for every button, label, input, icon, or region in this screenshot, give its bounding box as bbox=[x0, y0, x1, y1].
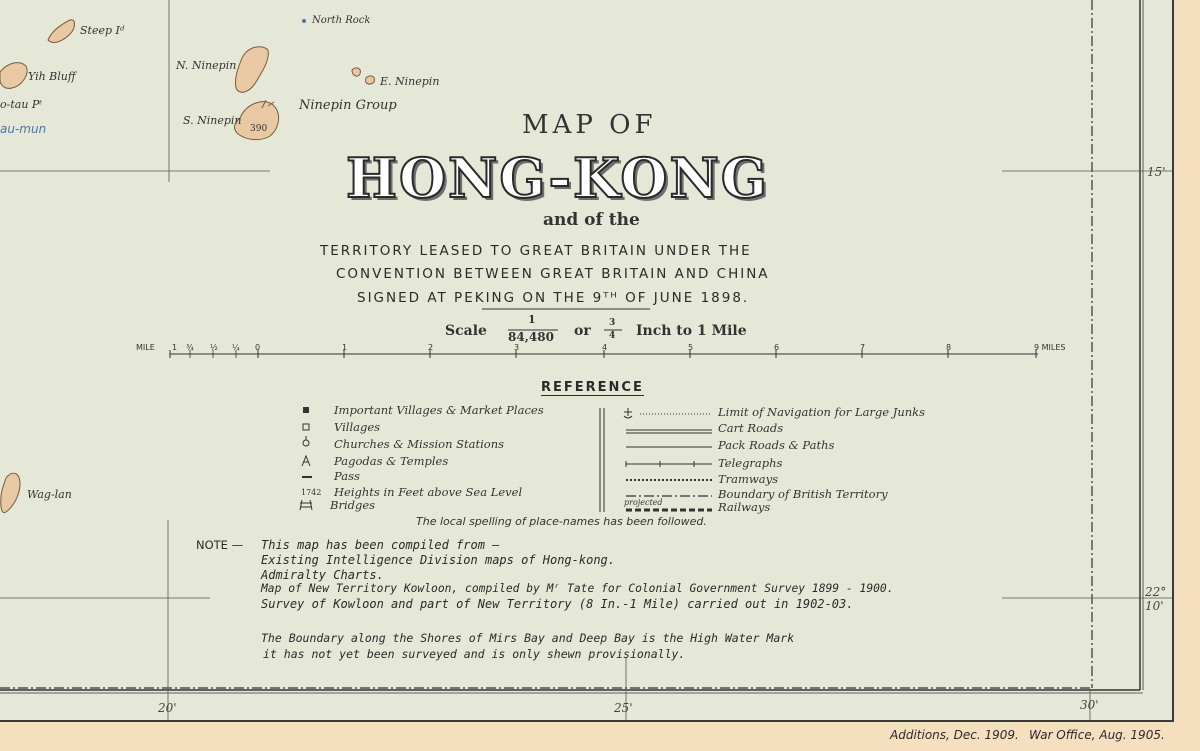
height-390: 390 bbox=[250, 124, 268, 134]
scale-tick-5: 5 bbox=[688, 343, 694, 352]
lon-25: 25' bbox=[614, 701, 633, 715]
subtitle-line-3: SIGNED AT PEKING ON THE 9ᵀᴴ OF JUNE 1898. bbox=[357, 290, 750, 306]
scale-denominator: 84,480 bbox=[508, 330, 554, 344]
ref-pass: Pass bbox=[334, 469, 360, 483]
boundary-note-2: it has not yet been surveyed and is only shewn provisionally. bbox=[263, 647, 686, 661]
note-line-1: This map has been compiled from — bbox=[261, 538, 500, 552]
scale-or: or bbox=[574, 323, 591, 339]
scale-label: Scale bbox=[445, 323, 487, 339]
label-e-ninepin: E. Ninepin bbox=[380, 75, 440, 88]
e-ninepin-shape bbox=[352, 68, 374, 84]
label-wag-lan: Wag-lan bbox=[27, 488, 72, 501]
ref-tramways: Tramways bbox=[718, 472, 779, 486]
note-line-3: Admiralty Charts. bbox=[261, 568, 384, 582]
scale-tick-1l: 1 bbox=[172, 343, 178, 352]
spelling-note: The local spelling of place-names has been followed. bbox=[416, 515, 707, 528]
label-ninepin-group: Ninepin Group bbox=[299, 98, 397, 113]
north-rock-dot bbox=[302, 19, 306, 23]
reference-heading: REFERENCE bbox=[541, 380, 644, 395]
bluff-island-shape bbox=[0, 63, 27, 89]
scale-fraction-den: 4 bbox=[609, 331, 616, 341]
label-tau-point: o-tau Pᵗ bbox=[0, 98, 43, 111]
subtitle-line-1: TERRITORY LEASED TO GREAT BRITAIN UNDER THE bbox=[320, 243, 752, 259]
label-au-mun: au-mun bbox=[0, 122, 47, 136]
scale-tick-8: 8 bbox=[946, 343, 952, 352]
ref-villages: Villages bbox=[334, 420, 381, 434]
footer-additions: Additions, Dec. 1909. bbox=[890, 728, 1019, 742]
scale-tick-7: 7 bbox=[860, 343, 866, 352]
waglan-shape bbox=[1, 473, 20, 512]
note-label: NOTE — bbox=[196, 538, 244, 552]
ref-height-number: 1742 bbox=[301, 488, 322, 497]
footer-war-office: War Office, Aug. 1905. bbox=[1029, 728, 1165, 742]
note-line-4: Map of New Territory Kowloon, compiled by Mʳ Tate for Colonial Government Survey 1899 - 1900. bbox=[261, 582, 894, 595]
ref-cart-roads: Cart Roads bbox=[718, 421, 784, 435]
scale-fraction-num: 3 bbox=[609, 318, 616, 328]
title-map-of: MAP OF bbox=[522, 110, 657, 140]
scale-bar-miles: 9 MILES bbox=[1034, 343, 1066, 352]
scale-tick-6: 6 bbox=[774, 343, 780, 352]
lon-30: 30' bbox=[1080, 698, 1099, 712]
scale-tick-4: 4 bbox=[602, 343, 608, 352]
ref-heights: Heights in Feet above Sea Level bbox=[334, 485, 523, 499]
ref-bridges: Bridges bbox=[330, 498, 376, 512]
scale-numerator: 1 bbox=[528, 313, 536, 326]
ref-churches: Churches & Mission Stations bbox=[334, 437, 505, 451]
ref-pagodas: Pagodas & Temples bbox=[334, 454, 449, 468]
title-hong-kong: HONG-KONG bbox=[346, 146, 769, 210]
label-steep-island: Steep Iᵈ bbox=[80, 24, 125, 37]
scale-tick-3: 3 bbox=[514, 343, 520, 352]
lat-15: 15' bbox=[1147, 165, 1166, 179]
ref-boundary: Boundary of British Territory bbox=[718, 487, 888, 501]
scale-tick-1: 1 bbox=[342, 343, 348, 352]
scale-tick-14: ¼ bbox=[232, 343, 240, 352]
steep-island-shape bbox=[48, 20, 75, 43]
scale-bar-mile: MILE bbox=[136, 343, 155, 352]
label-n-ninepin: N. Ninepin bbox=[176, 59, 237, 72]
lat-22: 22° bbox=[1145, 585, 1167, 599]
note-line-2: Existing Intelligence Division maps of Hong-kong. bbox=[261, 553, 616, 567]
ref-pack-roads: Pack Roads & Paths bbox=[718, 438, 835, 452]
lat-10: 10' bbox=[1145, 599, 1164, 613]
label-yih-bluff: Yih Bluff bbox=[28, 70, 76, 83]
scale-rest: Inch to 1 Mile bbox=[636, 323, 747, 339]
boundary-note-1: The Boundary along the Shores of Mirs Bay and Deep Bay is the High Water Mark bbox=[261, 631, 795, 645]
scale-tick-2: 2 bbox=[428, 343, 434, 352]
label-north-rock: North Rock bbox=[312, 15, 371, 26]
ref-railways: Railways bbox=[718, 500, 771, 514]
scale-tick-12: ½ bbox=[210, 343, 218, 352]
ref-limit-navigation: Limit of Navigation for Large Junks bbox=[718, 405, 926, 419]
ref-telegraphs: Telegraphs bbox=[718, 456, 783, 470]
ref-projected: projected bbox=[624, 498, 663, 507]
label-s-ninepin: S. Ninepin bbox=[183, 114, 242, 127]
note-line-5: Survey of Kowloon and part of New Territory (8 In.-1 Mile) carried out in 1902-03. bbox=[261, 597, 854, 611]
subtitle-line-2: CONVENTION BETWEEN GREAT BRITAIN AND CHINA bbox=[336, 266, 770, 282]
title-and-of-the: and of the bbox=[543, 210, 640, 230]
scale-tick-34: ¾ bbox=[186, 343, 194, 352]
lon-20: 20' bbox=[158, 701, 177, 715]
ref-important-villages: Important Villages & Market Places bbox=[334, 403, 544, 417]
n-ninepin-shape bbox=[235, 47, 268, 93]
scale-tick-0: 0 bbox=[255, 343, 261, 352]
